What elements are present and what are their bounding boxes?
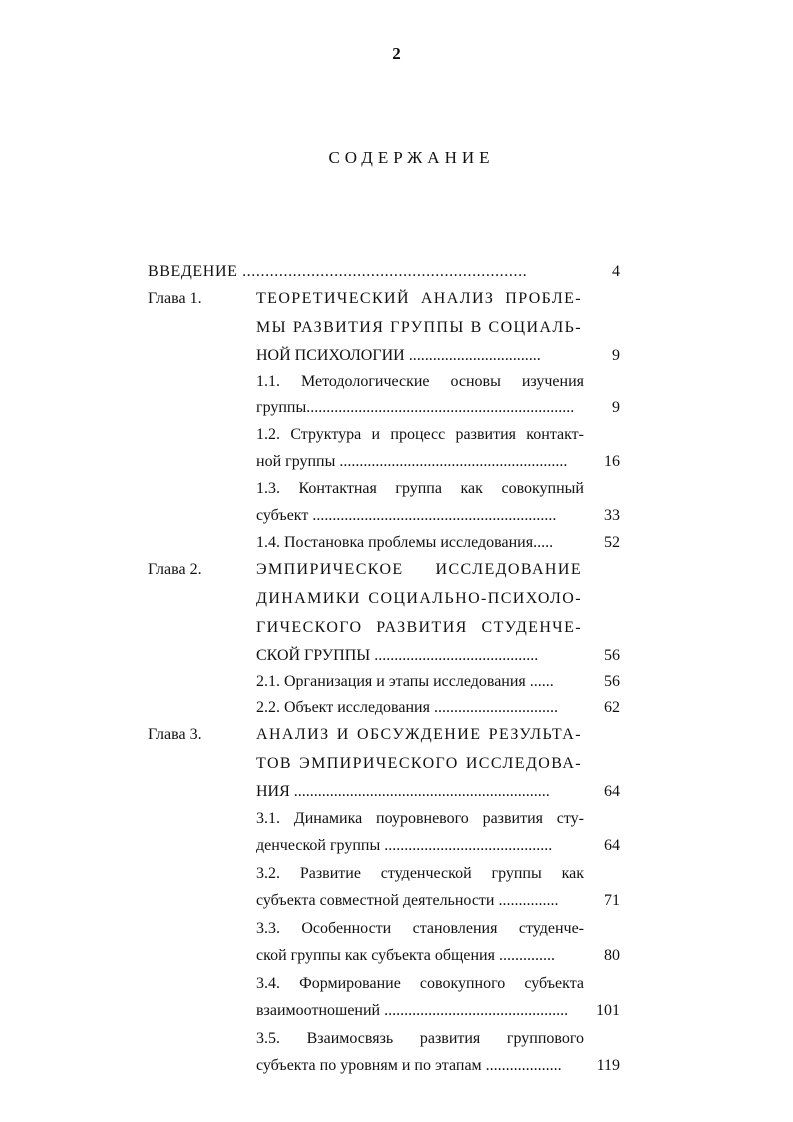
toc-entry-text: СКОЙ ГРУППЫ ......................................... <box>256 647 539 664</box>
toc-row <box>0 694 793 722</box>
toc-entry-text: ТОВ ЭМПИРИЧЕСКОГО ИССЛЕДОВА- <box>256 755 582 772</box>
toc-entry-text: 3.4. Формирование совокупного субъекта <box>256 975 584 992</box>
toc-page-ref: 119 <box>596 1057 620 1074</box>
table-of-contents <box>0 258 793 1078</box>
toc-page-ref: 64 <box>604 783 620 800</box>
toc-page-ref: 9 <box>612 347 620 364</box>
toc-row <box>0 1052 793 1080</box>
toc-row <box>0 556 793 584</box>
toc-entry-text: 1.3. Контактная группа как совокупный <box>256 480 584 497</box>
toc-entry-text: 2.1. Организация и этапы исследования ...... <box>256 673 554 690</box>
toc-entry-text: 1.4. Постановка проблемы исследования..... <box>256 534 554 551</box>
chapter-label: Глава 2. <box>148 561 202 578</box>
toc-entry-text: АНАЛИЗ И ОБСУЖДЕНИЕ РЕЗУЛЬТА- <box>256 726 582 743</box>
toc-row <box>0 997 793 1025</box>
chapter-label: Глава 3. <box>148 726 202 743</box>
toc-entry-text: ной группы ......................................................... <box>256 453 568 470</box>
toc-page-ref: 33 <box>604 507 620 524</box>
toc-page-ref: 4 <box>612 263 620 280</box>
toc-entry-text: взаимоотношений .............................................. <box>256 1002 569 1019</box>
toc-page-ref: 80 <box>604 947 620 964</box>
toc-page-ref: 64 <box>604 837 620 854</box>
toc-entry-text: ТЕОРЕТИЧЕСКИЙ АНАЛИЗ ПРОБЛЕ- <box>256 290 582 307</box>
toc-row <box>0 614 793 642</box>
toc-page-ref: 52 <box>604 534 620 551</box>
toc-page-ref: 62 <box>604 699 620 716</box>
toc-row <box>0 860 793 888</box>
toc-entry-text: субъекта по уровням и по этапам ................... <box>256 1057 562 1074</box>
toc-row <box>0 502 793 530</box>
toc-entry-text: МЫ РАЗВИТИЯ ГРУППЫ В СОЦИАЛЬ- <box>256 319 582 336</box>
toc-row <box>0 970 793 998</box>
toc-row <box>0 342 793 370</box>
toc-entry-text: ЭМПИРИЧЕСКОЕ ИССЛЕДОВАНИЕ <box>256 561 582 578</box>
toc-entry-text: НОЙ ПСИХОЛОГИИ ................................. <box>256 347 541 364</box>
chapter-label: Глава 1. <box>148 290 202 307</box>
toc-row <box>0 642 793 670</box>
toc-row <box>0 942 793 970</box>
toc-entry-text: НИЯ ................................................................ <box>256 783 550 800</box>
toc-entry-text: субъект ............................................................. <box>256 507 557 524</box>
toc-row <box>0 750 793 778</box>
toc-row <box>0 475 793 503</box>
toc-row <box>0 805 793 833</box>
toc-row <box>0 915 793 943</box>
toc-row <box>0 394 793 422</box>
toc-entry-text: ДИНАМИКИ СОЦИАЛЬНО-ПСИХОЛО- <box>256 590 582 607</box>
toc-entry-text: 3.1. Динамика поуровневого развития сту- <box>256 810 584 827</box>
toc-row <box>0 421 793 449</box>
toc-entry-text: субъекта совместной деятельности ............... <box>256 892 559 909</box>
toc-row <box>0 368 793 396</box>
toc-title: СОДЕРЖАНИЕ <box>328 148 495 167</box>
toc-entry-text: 1.2. Структура и процесс развития контакт- <box>256 426 584 443</box>
toc-entry-text: 3.3. Особенности становления студенче- <box>256 920 584 937</box>
toc-entry-text: группы................................................................... <box>256 399 575 416</box>
toc-entry-text: денческой группы .......................................... <box>256 837 553 854</box>
toc-page-ref: 56 <box>604 673 620 690</box>
toc-page-ref: 56 <box>604 647 620 664</box>
toc-entry-text: 2.2. Объект исследования ............................... <box>256 699 558 716</box>
toc-row <box>0 668 793 696</box>
toc-page-ref: 101 <box>596 1002 620 1019</box>
toc-entry-text: 1.1. Методологические основы изучения <box>256 373 584 390</box>
toc-row <box>0 1025 793 1053</box>
toc-page-ref: 16 <box>604 453 620 470</box>
toc-entry-text: ской группы как субъекта общения .............. <box>256 947 555 964</box>
toc-row <box>0 314 793 342</box>
toc-entry-text: 3.2. Развитие студенческой группы как <box>256 865 584 882</box>
toc-entry-text: ГИЧЕСКОГО РАЗВИТИЯ СТУДЕНЧЕ- <box>256 619 582 636</box>
toc-entry-text: 3.5. Взаимосвязь развития группового <box>256 1030 584 1047</box>
toc-row <box>0 258 793 286</box>
toc-entry-text: ВВЕДЕНИЕ .............................................................. <box>148 263 528 280</box>
toc-row <box>0 778 793 806</box>
toc-row <box>0 529 793 557</box>
toc-row <box>0 448 793 476</box>
toc-row <box>0 832 793 860</box>
toc-page-ref: 71 <box>604 892 620 909</box>
toc-row <box>0 285 793 313</box>
toc-row <box>0 887 793 915</box>
toc-page-ref: 9 <box>612 399 620 416</box>
page-number: 2 <box>392 44 401 63</box>
toc-row <box>0 721 793 749</box>
toc-row <box>0 585 793 613</box>
